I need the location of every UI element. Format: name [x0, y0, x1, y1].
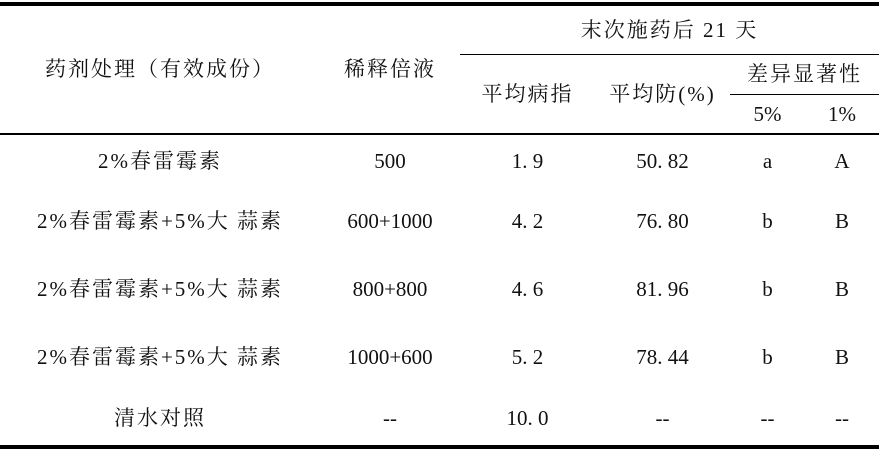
col-header-days-after-application: 末次施药后 21 天 — [460, 4, 879, 54]
cell-sig-1: A — [834, 149, 850, 174]
cell-sig-5: a — [762, 149, 773, 174]
cell-treatment: 2%春雷霉素+5%大 蒜素 — [36, 276, 284, 301]
cell-sig-1: B — [834, 209, 849, 234]
cell-avg-disease-index: 4. 6 — [511, 276, 544, 301]
cell-dilution: 500 — [374, 149, 406, 174]
cell-avg-control: 78. 44 — [636, 344, 689, 369]
col-header-sig-5: 5% — [753, 101, 782, 126]
cell-avg-disease-index: 4. 2 — [511, 209, 544, 234]
cell-sig-1: B — [834, 276, 849, 301]
cell-treatment: 2%春雷霉素 — [98, 149, 222, 174]
table-body — [0, 134, 879, 447]
cell-treatment: 清水对照 — [114, 405, 206, 430]
col-header-avg-disease-index: 平均病指 — [481, 81, 574, 106]
cell-sig-5: b — [762, 276, 773, 301]
table-row — [0, 391, 879, 447]
col-header-treatment: 药剂处理（有效成份） — [45, 57, 275, 82]
table-row — [0, 134, 879, 188]
cell-dilution: 600+1000 — [347, 209, 433, 234]
cell-dilution: 800+800 — [352, 276, 428, 301]
cell-avg-control: 50. 82 — [636, 149, 689, 174]
cell-sig-1: B — [834, 344, 849, 369]
cell-dilution: -- — [383, 405, 397, 430]
header-row-spanner — [0, 4, 879, 54]
cell-avg-disease-index: 5. 2 — [511, 344, 544, 369]
cell-avg-disease-index: 10. 0 — [506, 405, 549, 430]
col-header-dilution: 稀释倍液 — [344, 57, 436, 82]
cell-dilution: 1000+600 — [347, 344, 433, 369]
cell-treatment: 2%春雷霉素+5%大 蒜素 — [36, 344, 284, 369]
cell-sig-5: -- — [760, 405, 775, 430]
cell-avg-disease-index: 1. 9 — [511, 149, 544, 174]
table-header — [0, 4, 879, 134]
cell-sig-5: b — [762, 209, 773, 234]
cell-sig-5: b — [762, 344, 773, 369]
col-header-sig-1: 1% — [828, 101, 856, 126]
cell-treatment: 2%春雷霉素+5%大 蒜素 — [36, 209, 284, 234]
cell-avg-control: -- — [655, 405, 670, 430]
table-row — [0, 323, 879, 391]
table-row — [0, 255, 879, 323]
cell-sig-1: -- — [835, 405, 849, 430]
col-header-significance: 差异显著性 — [730, 54, 879, 94]
cell-avg-control: 76. 80 — [636, 209, 689, 234]
table-row — [0, 188, 879, 255]
col-header-avg-control: 平均防(%) — [609, 81, 716, 106]
cell-avg-control: 81. 96 — [636, 276, 689, 301]
efficacy-table — [0, 2, 879, 449]
